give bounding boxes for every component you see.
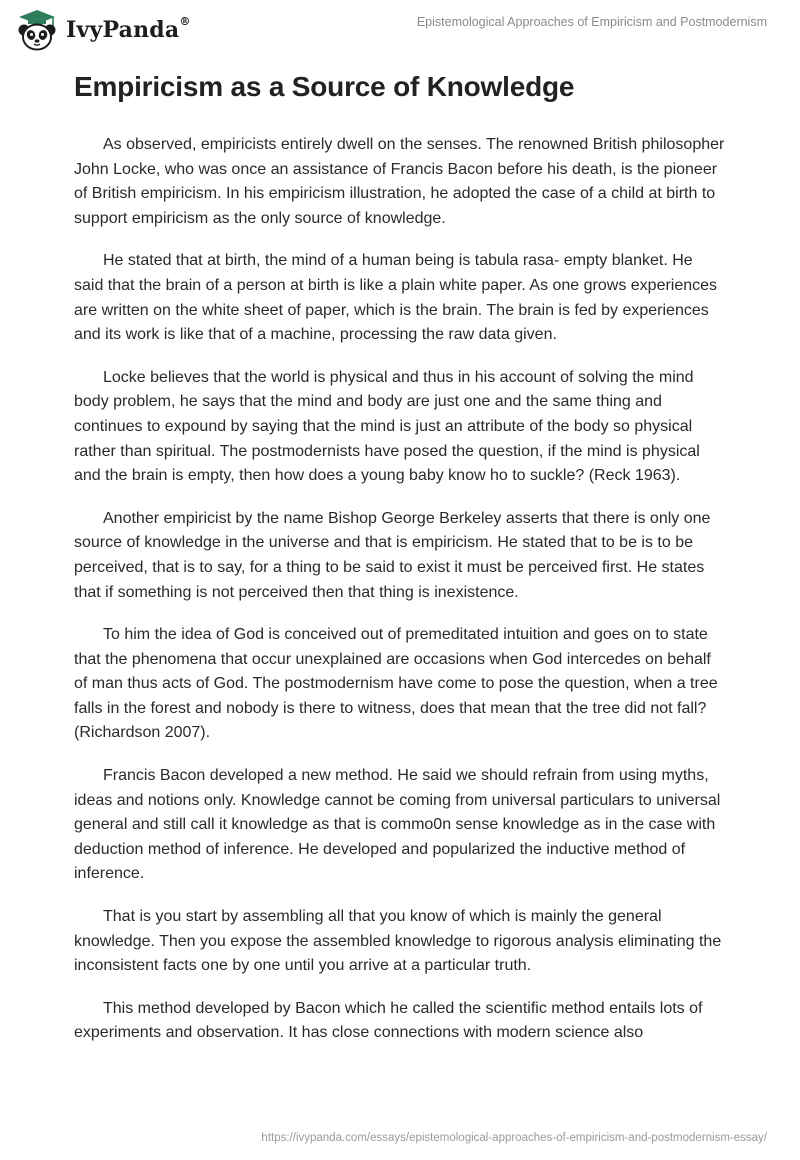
brand-name — [66, 17, 191, 43]
paragraph: He stated that at birth, the mind of a human being is tabula rasa- empty blanket. He said that the brain of a person at birth is like a plain white paper. As one grows experiences are written on the white sheet of paper, which is the brain. The brain is fed by experiences and its work is like that of a machine, processing the raw data given. — [74, 252, 718, 344]
paragraph: Locke believes that the world is physical and thus in his account of solving the mind body problem, he says that the mind and body are just one and the same thing and continues to expound by saying that the mind is just an attribute of the body so physical rather than spiritual. The postmodernists have posed the question, if the mind is physical and the brain is empty, then how does a young baby know ho to suckle? (Reck 1963). — [74, 368, 700, 485]
registered-mark: ® — [179, 15, 191, 28]
article-body — [74, 133, 726, 1064]
panda-graduation-cap-icon — [14, 8, 60, 52]
article-heading: Empiricism as a Source of Knowledge — [74, 71, 575, 102]
paragraph: Francis Bacon developed a new method. He said we should refrain from using myths, ideas and notions only. Knowledge cannot be coming from universal particulars to universal general and still call it knowledge as that is commo0n sense knowledge as in the case with deduction method of inference. He developed and popularized the inductive method of inference. — [74, 767, 721, 883]
page-header — [0, 0, 800, 60]
paragraph: Another empiricist by the name Bishop George Berkeley asserts that there is only one source of knowledge in the universe and that is empiricism. He stated that to be is to be perceived, that is to say, for a thing to be said to exist it must be perceived first. He states that if something is not perceived then that thing is inexistence. — [74, 509, 711, 601]
document-title: Epistemological Approaches of Empiricism and Postmodernism — [416, 15, 767, 29]
paragraph: To him the idea of God is conceived out of premeditated intuition and goes on to state that the phenomena that occur unexplained are occasions when God intercedes on behalf of man thus acts of God. The postmodernism have come to pose the question, when a tree falls in the forest and nobody is there to witness, does that mean that the tree did not fall? (Richardson 2007). — [74, 626, 718, 742]
source-url-link[interactable]: https://ivypanda.com/essays/epistemological-approaches-of-empiricism-and-postmodernism-essay/ — [261, 1132, 767, 1144]
ivypanda-logo[interactable] — [14, 8, 191, 52]
brand-name-text: IvyPanda — [66, 17, 180, 43]
paragraph: That is you start by assembling all that you know of which is mainly the general knowledge. Then you expose the assembled knowledge to rigorous analysis eliminating the inconsistent facts one by one until you arrive at a particular truth. — [74, 908, 722, 975]
paragraph: As observed, empiricists entirely dwell on the senses. The renowned British philosopher John Locke, who was once an assistance of Francis Bacon before his death, is the pioneer of British empiricism. In his empiricism illustration, he adopted the case of a child at birth to support empiricism as the only source of knowledge. — [74, 136, 725, 227]
paragraph: This method developed by Bacon which he called the scientific method entails lots of experiments and observation. It has close connections with modern science also — [74, 999, 703, 1042]
